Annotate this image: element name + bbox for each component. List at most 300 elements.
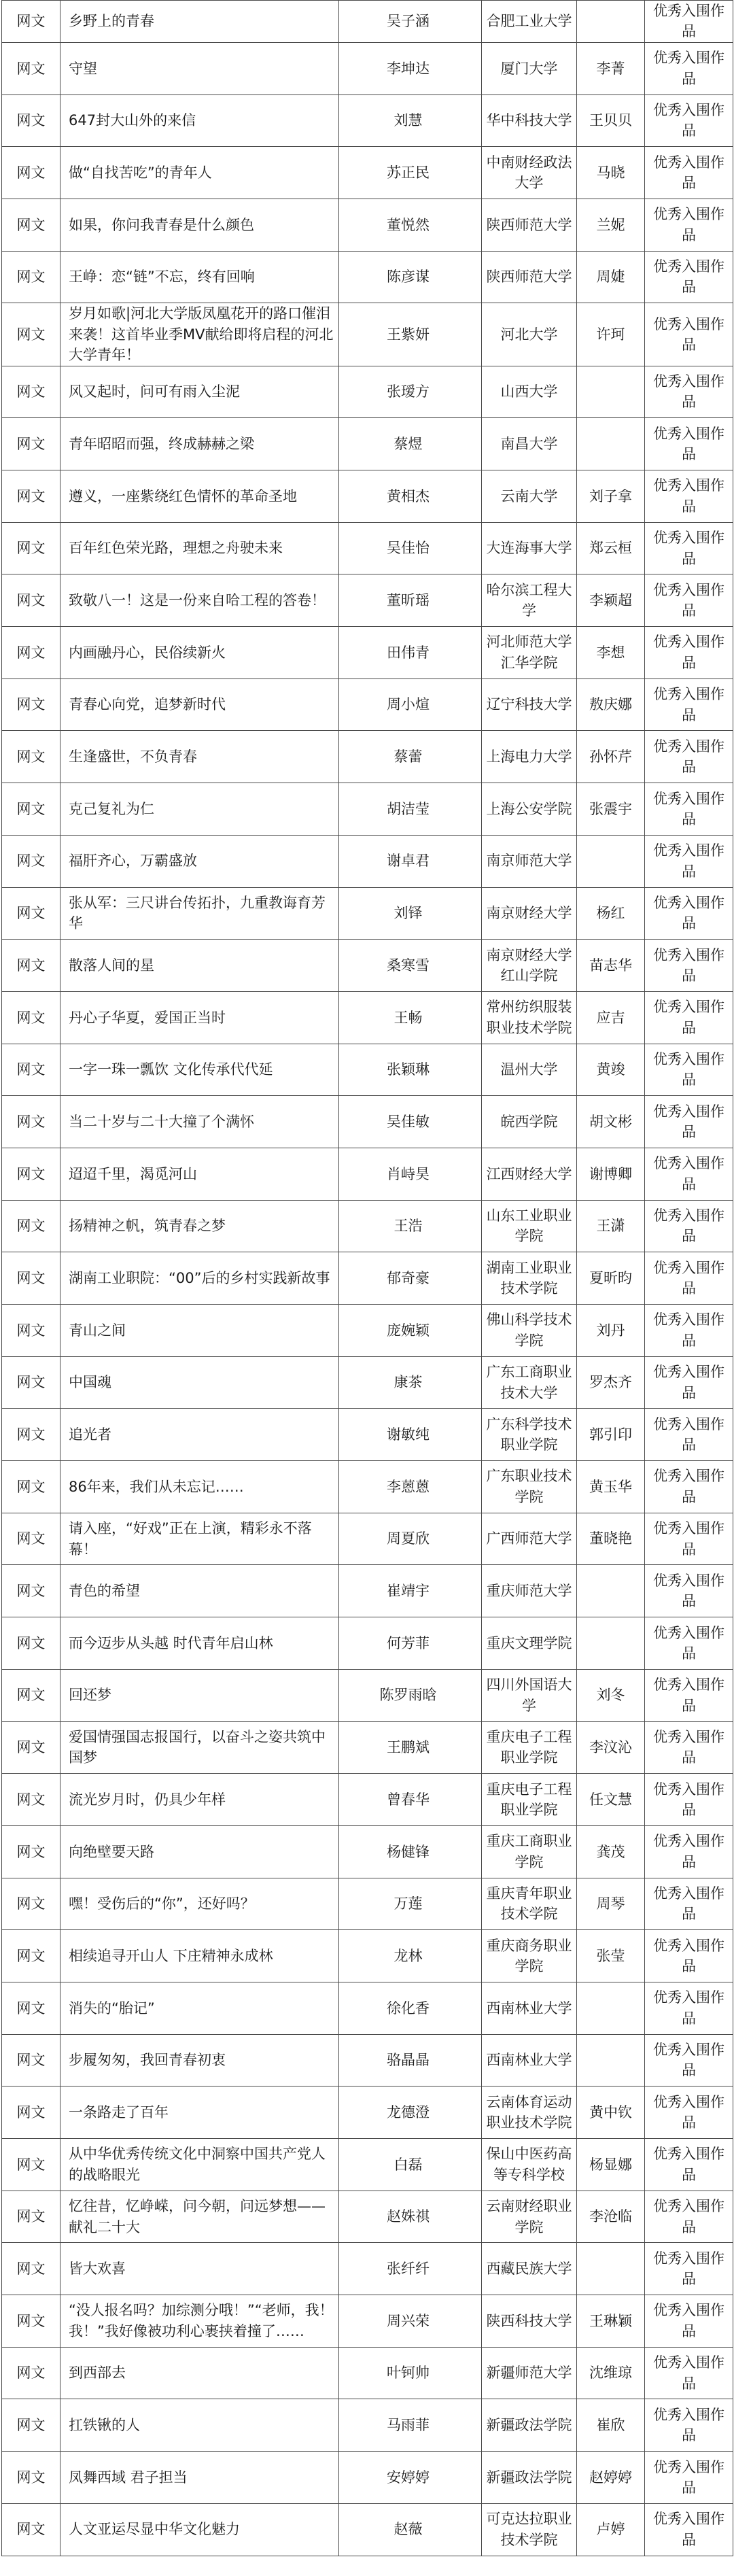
school-cell: 西藏民族大学 — [482, 2243, 577, 2295]
advisor-cell: 应吉 — [577, 991, 645, 1044]
advisor-cell: 敖庆娜 — [577, 679, 645, 731]
award-cell: 优秀入围作品 — [645, 1982, 733, 2034]
school-cell: 重庆文理学院 — [482, 1617, 577, 1670]
award-cell: 优秀入围作品 — [645, 1, 733, 43]
table-row — [2, 2034, 733, 2086]
award-cell: 优秀入围作品 — [645, 731, 733, 783]
author-cell: 吴子涵 — [339, 1, 482, 43]
title-cell: 百年红色荣光路，理想之舟驶未来 — [60, 522, 339, 574]
category-cell: 网文 — [2, 2452, 60, 2504]
title-cell: 一字一珠一瓢饮 文化传承代代延 — [60, 1044, 339, 1096]
title-cell: 而今迈步从头越 时代青年启山林 — [60, 1617, 339, 1670]
title-cell: 张从军：三尺讲台传拓扑，九重教诲育芳华 — [60, 887, 339, 940]
author-cell: 苏正民 — [339, 147, 482, 199]
category-cell: 网文 — [2, 303, 60, 366]
award-cell: 优秀入围作品 — [645, 1356, 733, 1409]
advisor-cell — [577, 1617, 645, 1670]
advisor-cell: 刘丹 — [577, 1305, 645, 1357]
school-cell: 陕西师范大学 — [482, 251, 577, 303]
school-cell: 广西师范大学 — [482, 1513, 577, 1565]
advisor-cell: 崔欣 — [577, 2399, 645, 2452]
category-cell: 网文 — [2, 42, 60, 95]
title-cell: 人文亚运尽显中华文化魅力 — [60, 2503, 339, 2556]
advisor-cell: 胡文彬 — [577, 1096, 645, 1148]
title-cell: 青色的希望 — [60, 1565, 339, 1617]
author-cell: 蔡煜 — [339, 418, 482, 470]
category-cell: 网文 — [2, 1825, 60, 1878]
category-cell: 网文 — [2, 418, 60, 470]
advisor-cell: 张莹 — [577, 1930, 645, 1982]
advisor-cell: 卢婷 — [577, 2503, 645, 2556]
advisor-cell: 王贝贝 — [577, 95, 645, 147]
category-cell: 网文 — [2, 991, 60, 1044]
category-cell: 网文 — [2, 1565, 60, 1617]
advisor-cell: 谢博卿 — [577, 1148, 645, 1200]
title-cell: 皆大欢喜 — [60, 2243, 339, 2295]
title-cell: 青山之间 — [60, 1305, 339, 1357]
table-row — [2, 2295, 733, 2348]
category-cell: 网文 — [2, 1148, 60, 1200]
school-cell: 四川外国语大学 — [482, 1669, 577, 1721]
author-cell: 杨健锋 — [339, 1825, 482, 1878]
award-cell: 优秀入围作品 — [645, 574, 733, 627]
advisor-cell — [577, 418, 645, 470]
advisor-cell — [577, 2243, 645, 2295]
school-cell: 河北大学 — [482, 303, 577, 366]
category-cell: 网文 — [2, 522, 60, 574]
title-cell: 中国魂 — [60, 1356, 339, 1409]
advisor-cell: 黄玉华 — [577, 1461, 645, 1513]
title-cell: 追光者 — [60, 1409, 339, 1461]
advisor-cell: 马晓 — [577, 147, 645, 199]
table-row — [2, 1461, 733, 1513]
advisor-cell: 许珂 — [577, 303, 645, 366]
school-cell: 保山中医药高等专科学校 — [482, 2139, 577, 2191]
title-cell: 遵义，一座紫绕红色情怀的革命圣地 — [60, 470, 339, 523]
advisor-cell: 王潇 — [577, 1200, 645, 1252]
title-cell: 丹心子华夏，爱国正当时 — [60, 991, 339, 1044]
award-cell: 优秀入围作品 — [645, 42, 733, 95]
author-cell: 王紫妍 — [339, 303, 482, 366]
author-cell: 刘慧 — [339, 95, 482, 147]
title-cell: 乡野上的青春 — [60, 1, 339, 43]
school-cell: 重庆商务职业学院 — [482, 1930, 577, 1982]
advisor-cell: 李汶沁 — [577, 1721, 645, 1774]
advisor-cell: 李颖超 — [577, 574, 645, 627]
advisor-cell — [577, 835, 645, 887]
author-cell: 周小煊 — [339, 679, 482, 731]
award-cell: 优秀入围作品 — [645, 147, 733, 199]
award-cell: 优秀入围作品 — [645, 627, 733, 679]
advisor-cell: 沈维琼 — [577, 2347, 645, 2399]
advisor-cell: 孙怀芹 — [577, 731, 645, 783]
category-cell: 网文 — [2, 940, 60, 992]
school-cell: 重庆电子工程职业学院 — [482, 1721, 577, 1774]
author-cell: 何芳菲 — [339, 1617, 482, 1670]
author-cell: 王浩 — [339, 1200, 482, 1252]
author-cell: 张颖琳 — [339, 1044, 482, 1096]
table-row — [2, 574, 733, 627]
category-cell: 网文 — [2, 2295, 60, 2348]
school-cell: 重庆工商职业学院 — [482, 1825, 577, 1878]
school-cell: 广东科学技术职业学院 — [482, 1409, 577, 1461]
table-row — [2, 1982, 733, 2034]
category-cell: 网文 — [2, 1982, 60, 2034]
title-cell: 青春心向党，追梦新时代 — [60, 679, 339, 731]
advisor-cell: 罗杰齐 — [577, 1356, 645, 1409]
title-cell: 86年来，我们从未忘记…… — [60, 1461, 339, 1513]
school-cell: 广东工商职业技术大学 — [482, 1356, 577, 1409]
award-cell: 优秀入围作品 — [645, 1825, 733, 1878]
table-row — [2, 2139, 733, 2191]
school-cell: 南京财经大学红山学院 — [482, 940, 577, 992]
category-cell: 网文 — [2, 251, 60, 303]
category-cell: 网文 — [2, 835, 60, 887]
title-cell: 内画融丹心，民俗续新火 — [60, 627, 339, 679]
award-cell: 优秀入围作品 — [645, 940, 733, 992]
award-cell: 优秀入围作品 — [645, 95, 733, 147]
table-row — [2, 418, 733, 470]
advisor-cell: 任文慧 — [577, 1774, 645, 1826]
title-cell: 克己复礼为仁 — [60, 783, 339, 836]
category-cell: 网文 — [2, 199, 60, 251]
school-cell: 重庆师范大学 — [482, 1565, 577, 1617]
author-cell: 康茶 — [339, 1356, 482, 1409]
advisor-cell — [577, 366, 645, 418]
school-cell: 新疆政法学院 — [482, 2452, 577, 2504]
award-cell: 优秀入围作品 — [645, 2347, 733, 2399]
school-cell: 湖南工业职业技术学院 — [482, 1252, 577, 1305]
advisor-cell: 李菁 — [577, 42, 645, 95]
author-cell: 骆晶晶 — [339, 2034, 482, 2086]
category-cell: 网文 — [2, 2086, 60, 2139]
author-cell: 张瑷方 — [339, 366, 482, 418]
author-cell: 董昕瑶 — [339, 574, 482, 627]
category-cell: 网文 — [2, 1617, 60, 1670]
table-row — [2, 1617, 733, 1670]
category-cell: 网文 — [2, 470, 60, 523]
advisor-cell: 董晓艳 — [577, 1513, 645, 1565]
advisor-cell: 周琴 — [577, 1878, 645, 1930]
award-cell: 优秀入围作品 — [645, 1669, 733, 1721]
school-cell: 可克达拉职业技术学院 — [482, 2503, 577, 2556]
title-cell: 步履匆匆，我回青春初衷 — [60, 2034, 339, 2086]
advisor-cell: 苗志华 — [577, 940, 645, 992]
author-cell: 叶钶帅 — [339, 2347, 482, 2399]
school-cell: 山西大学 — [482, 366, 577, 418]
author-cell: 陈罗雨晗 — [339, 1669, 482, 1721]
title-cell: 散落人间的星 — [60, 940, 339, 992]
category-cell: 网文 — [2, 627, 60, 679]
award-cell: 优秀入围作品 — [645, 2399, 733, 2452]
advisor-cell: 兰妮 — [577, 199, 645, 251]
author-cell: 安婷婷 — [339, 2452, 482, 2504]
author-cell: 肖峙昊 — [339, 1148, 482, 1200]
school-cell: 云南财经职业学院 — [482, 2191, 577, 2243]
title-cell: 凤舞西域 君子担当 — [60, 2452, 339, 2504]
title-cell: 岁月如歌|河北大学版凤凰花开的路口催泪来袭！这首毕业季MV献给即将启程的河北大学青年！ — [60, 303, 339, 366]
author-cell: 赵姝祺 — [339, 2191, 482, 2243]
award-cell: 优秀入围作品 — [645, 2034, 733, 2086]
award-cell: 优秀入围作品 — [645, 470, 733, 523]
category-cell: 网文 — [2, 1252, 60, 1305]
author-cell: 黄相杰 — [339, 470, 482, 523]
author-cell: 张纤纤 — [339, 2243, 482, 2295]
category-cell: 网文 — [2, 1305, 60, 1357]
table-row — [2, 42, 733, 95]
school-cell: 南京财经大学 — [482, 887, 577, 940]
table-row — [2, 1721, 733, 1774]
table-row — [2, 731, 733, 783]
advisor-cell: 李沧临 — [577, 2191, 645, 2243]
school-cell: 南昌大学 — [482, 418, 577, 470]
advisor-cell: 刘子拿 — [577, 470, 645, 523]
school-cell: 华中科技大学 — [482, 95, 577, 147]
table-row — [2, 95, 733, 147]
award-cell: 优秀入围作品 — [645, 783, 733, 836]
table-row — [2, 2347, 733, 2399]
table-row — [2, 1669, 733, 1721]
author-cell: 周夏欣 — [339, 1513, 482, 1565]
award-cell: 优秀入围作品 — [645, 1930, 733, 1982]
award-cell: 优秀入围作品 — [645, 679, 733, 731]
award-cell: 优秀入围作品 — [645, 1565, 733, 1617]
author-cell: 郁奇豪 — [339, 1252, 482, 1305]
table-row — [2, 627, 733, 679]
school-cell: 西南林业大学 — [482, 1982, 577, 2034]
title-cell: 一条路走了百年 — [60, 2086, 339, 2139]
school-cell: 中南财经政法大学 — [482, 147, 577, 199]
category-cell: 网文 — [2, 1409, 60, 1461]
category-cell: 网文 — [2, 2399, 60, 2452]
title-cell: 风又起时，问可有雨入尘泥 — [60, 366, 339, 418]
table-row — [2, 835, 733, 887]
title-cell: 守望 — [60, 42, 339, 95]
title-cell: 青年昭昭而强，终成赫赫之梁 — [60, 418, 339, 470]
school-cell: 广东职业技术学院 — [482, 1461, 577, 1513]
award-cell: 优秀入围作品 — [645, 1878, 733, 1930]
category-cell: 网文 — [2, 731, 60, 783]
table-row — [2, 1356, 733, 1409]
table-row — [2, 1200, 733, 1252]
category-cell: 网文 — [2, 574, 60, 627]
table-row — [2, 522, 733, 574]
title-cell: 爱国情强国志报国行，以奋斗之姿共筑中国梦 — [60, 1721, 339, 1774]
award-cell: 优秀入围作品 — [645, 1096, 733, 1148]
school-cell: 陕西师范大学 — [482, 199, 577, 251]
title-cell: 扬精神之帆，筑青春之梦 — [60, 1200, 339, 1252]
title-cell: 生逢盛世，不负青春 — [60, 731, 339, 783]
award-cell: 优秀入围作品 — [645, 2295, 733, 2348]
author-cell: 曾春华 — [339, 1774, 482, 1826]
award-cell: 优秀入围作品 — [645, 1148, 733, 1200]
table-row — [2, 2452, 733, 2504]
advisor-cell: 李想 — [577, 627, 645, 679]
award-cell: 优秀入围作品 — [645, 1044, 733, 1096]
award-cell: 优秀入围作品 — [645, 1200, 733, 1252]
table-row — [2, 1044, 733, 1096]
category-cell: 网文 — [2, 95, 60, 147]
category-cell: 网文 — [2, 2243, 60, 2295]
category-cell: 网文 — [2, 2347, 60, 2399]
title-cell: 做“自找苦吃”的青年人 — [60, 147, 339, 199]
table-row — [2, 783, 733, 836]
advisor-cell — [577, 1982, 645, 2034]
title-cell: “没人报名吗？加综测分哦！”“老师，我！我！”我好像被功利心裹挟着撞了…… — [60, 2295, 339, 2348]
author-cell: 李蒽蒽 — [339, 1461, 482, 1513]
category-cell: 网文 — [2, 2503, 60, 2556]
award-cell: 优秀入围作品 — [645, 2452, 733, 2504]
school-cell: 重庆电子工程职业学院 — [482, 1774, 577, 1826]
title-cell: 到西部去 — [60, 2347, 339, 2399]
advisor-cell: 黄中钦 — [577, 2086, 645, 2139]
advisor-cell — [577, 1, 645, 43]
award-cell: 优秀入围作品 — [645, 303, 733, 366]
advisor-cell: 杨显娜 — [577, 2139, 645, 2191]
table-row — [2, 147, 733, 199]
category-cell: 网文 — [2, 1721, 60, 1774]
title-cell: 王峥：恋“链”不忘，终有回响 — [60, 251, 339, 303]
title-cell: 向绝壁要天路 — [60, 1825, 339, 1878]
table-row — [2, 1565, 733, 1617]
school-cell: 佛山科学技术学院 — [482, 1305, 577, 1357]
table-row — [2, 679, 733, 731]
table-row — [2, 1252, 733, 1305]
school-cell: 辽宁科技大学 — [482, 679, 577, 731]
award-list-body — [2, 1, 733, 2556]
award-cell: 优秀入围作品 — [645, 2086, 733, 2139]
award-cell: 优秀入围作品 — [645, 1617, 733, 1670]
school-cell: 新疆政法学院 — [482, 2399, 577, 2452]
award-cell: 优秀入围作品 — [645, 1252, 733, 1305]
title-cell: 如果，你问我青春是什么颜色 — [60, 199, 339, 251]
advisor-cell: 周婕 — [577, 251, 645, 303]
title-cell: 扛铁锹的人 — [60, 2399, 339, 2452]
advisor-cell: 夏昕昀 — [577, 1252, 645, 1305]
category-cell: 网文 — [2, 887, 60, 940]
author-cell: 王鹏斌 — [339, 1721, 482, 1774]
table-row — [2, 2399, 733, 2452]
author-cell: 谢卓君 — [339, 835, 482, 887]
category-cell: 网文 — [2, 1, 60, 43]
author-cell: 桑寒雪 — [339, 940, 482, 992]
award-cell: 优秀入围作品 — [645, 1305, 733, 1357]
table-row — [2, 2191, 733, 2243]
advisor-cell: 刘冬 — [577, 1669, 645, 1721]
author-cell: 马雨菲 — [339, 2399, 482, 2452]
author-cell: 王畅 — [339, 991, 482, 1044]
author-cell: 吴佳怡 — [339, 522, 482, 574]
school-cell: 江西财经大学 — [482, 1148, 577, 1200]
award-cell: 优秀入围作品 — [645, 1409, 733, 1461]
table-row — [2, 303, 733, 366]
category-cell: 网文 — [2, 1200, 60, 1252]
table-row — [2, 1096, 733, 1148]
title-cell: 请入座，“好戏”正在上演，精彩永不落幕！ — [60, 1513, 339, 1565]
award-cell: 优秀入围作品 — [645, 2139, 733, 2191]
award-cell: 优秀入围作品 — [645, 2503, 733, 2556]
award-cell: 优秀入围作品 — [645, 418, 733, 470]
table-row — [2, 1930, 733, 1982]
table-row — [2, 1305, 733, 1357]
school-cell: 云南大学 — [482, 470, 577, 523]
school-cell: 云南体育运动职业技术学院 — [482, 2086, 577, 2139]
category-cell: 网文 — [2, 2191, 60, 2243]
advisor-cell: 王琳颖 — [577, 2295, 645, 2348]
advisor-cell: 赵婷婷 — [577, 2452, 645, 2504]
school-cell: 大连海事大学 — [482, 522, 577, 574]
school-cell: 皖西学院 — [482, 1096, 577, 1148]
table-row — [2, 1148, 733, 1200]
table-row — [2, 1878, 733, 1930]
school-cell: 陕西科技大学 — [482, 2295, 577, 2348]
title-cell: 从中华优秀传统文化中洞察中国共产党人的战略眼光 — [60, 2139, 339, 2191]
school-cell: 哈尔滨工程大学 — [482, 574, 577, 627]
award-cell: 优秀入围作品 — [645, 991, 733, 1044]
table-row — [2, 199, 733, 251]
award-list-table — [1, 0, 733, 2556]
school-cell: 常州纺织服装职业技术学院 — [482, 991, 577, 1044]
category-cell: 网文 — [2, 366, 60, 418]
award-cell: 优秀入围作品 — [645, 1461, 733, 1513]
school-cell: 河北师范大学汇华学院 — [482, 627, 577, 679]
title-cell: 福肝齐心，万霸盛放 — [60, 835, 339, 887]
table-row — [2, 887, 733, 940]
advisor-cell: 郑云桓 — [577, 522, 645, 574]
author-cell: 田伟青 — [339, 627, 482, 679]
table-row — [2, 1409, 733, 1461]
author-cell: 万莲 — [339, 1878, 482, 1930]
award-cell: 优秀入围作品 — [645, 2243, 733, 2295]
author-cell: 赵薇 — [339, 2503, 482, 2556]
author-cell: 龙德澄 — [339, 2086, 482, 2139]
author-cell: 庞婉颖 — [339, 1305, 482, 1357]
table-row — [2, 991, 733, 1044]
table-row — [2, 366, 733, 418]
category-cell: 网文 — [2, 1774, 60, 1826]
category-cell: 网文 — [2, 1096, 60, 1148]
category-cell: 网文 — [2, 783, 60, 836]
title-cell: 相续追寻开山人 下庄精神永成林 — [60, 1930, 339, 1982]
school-cell: 新疆师范大学 — [482, 2347, 577, 2399]
table-row — [2, 2243, 733, 2295]
author-cell: 蔡蕾 — [339, 731, 482, 783]
school-cell: 厦门大学 — [482, 42, 577, 95]
school-cell: 上海电力大学 — [482, 731, 577, 783]
award-cell: 优秀入围作品 — [645, 1721, 733, 1774]
author-cell: 刘铎 — [339, 887, 482, 940]
table-row — [2, 1513, 733, 1565]
author-cell: 周兴荣 — [339, 2295, 482, 2348]
table-row — [2, 470, 733, 523]
table-row — [2, 2086, 733, 2139]
category-cell: 网文 — [2, 1356, 60, 1409]
advisor-cell — [577, 2034, 645, 2086]
school-cell: 南京师范大学 — [482, 835, 577, 887]
author-cell: 吴佳敏 — [339, 1096, 482, 1148]
author-cell: 徐化香 — [339, 1982, 482, 2034]
title-cell: 忆往昔，忆峥嵘，问今朝，问远梦想——献礼二十大 — [60, 2191, 339, 2243]
award-cell: 优秀入围作品 — [645, 1513, 733, 1565]
advisor-cell: 张震宇 — [577, 783, 645, 836]
author-cell: 龙林 — [339, 1930, 482, 1982]
category-cell: 网文 — [2, 1669, 60, 1721]
school-cell: 西南林业大学 — [482, 2034, 577, 2086]
advisor-cell — [577, 1565, 645, 1617]
title-cell: 消失的“胎记” — [60, 1982, 339, 2034]
category-cell: 网文 — [2, 1044, 60, 1096]
category-cell: 网文 — [2, 147, 60, 199]
